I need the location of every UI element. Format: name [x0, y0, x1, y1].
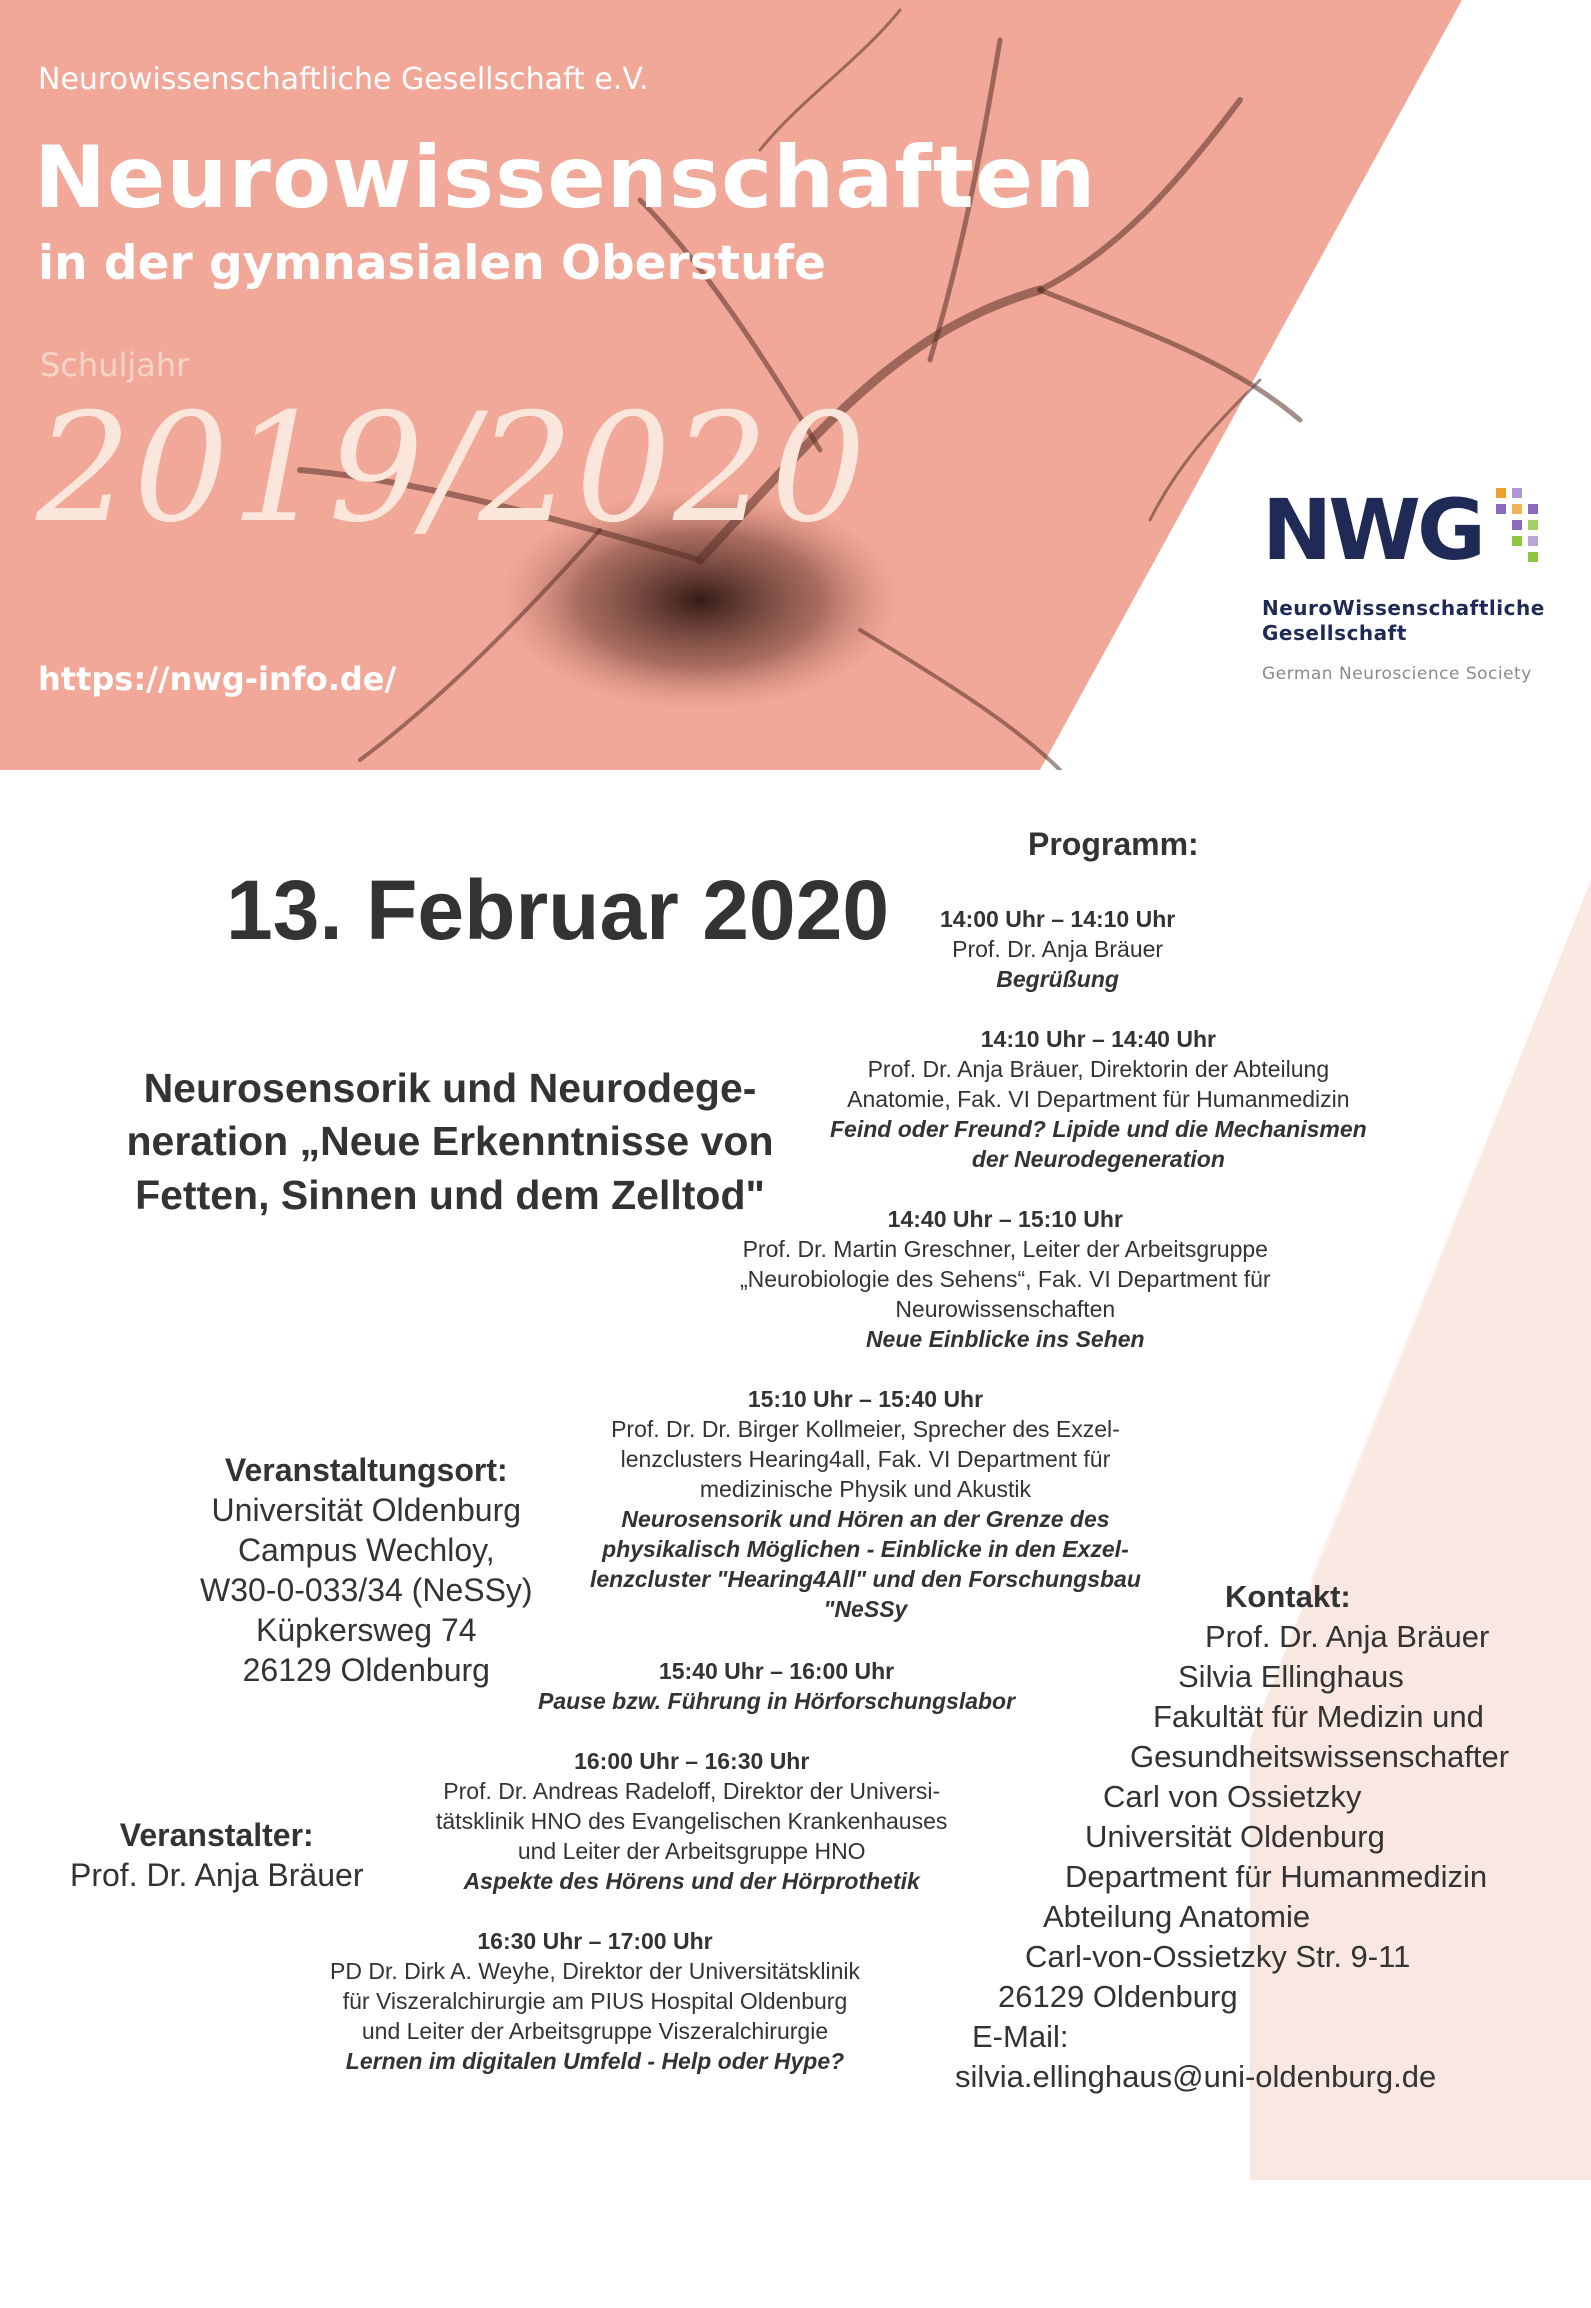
slot-time: 14:00 Uhr – 14:10 Uhr [940, 906, 1176, 932]
venue-line: Küpkersweg 74 [256, 1612, 477, 1648]
logo-dots-icon [1490, 486, 1550, 572]
organizer-name: Prof. Dr. Anja Bräuer [70, 1857, 364, 1893]
website-link[interactable]: https://nwg-info.de/ [38, 660, 397, 698]
logo-line-3: German Neuroscience Society [1262, 664, 1532, 684]
contact-line: Department für Humanmedizin [1065, 1859, 1488, 1894]
slot-speaker: Prof. Dr. Dr. Birger Kollmeier, Sprecher des Exzel- lenzclusters Hearing4all, Fak. VI Department für medizinische Physik und Akustik [611, 1416, 1120, 1502]
contact-line: Silvia Ellinghaus [1178, 1659, 1404, 1694]
contact-email[interactable]: silvia.ellinghaus@uni-oldenburg.de [955, 2059, 1437, 2094]
organizer-block [70, 1815, 363, 1895]
slot-topic: Pause bzw. Führung in Hörforschungslabor [538, 1688, 1016, 1714]
slot-topic: Begrüßung [996, 966, 1119, 992]
nwg-logo [1262, 481, 1562, 684]
slot-speaker: Prof. Dr. Andreas Radeloff, Direktor der Universi- tätsklinik HNO des Evangelischen Krankenhauses und Leiter der Arbeitsgruppe HNO [436, 1778, 948, 1864]
contact-line: 26129 Oldenburg [998, 1979, 1238, 2014]
logo-line-1: NeuroWissenschaftliche [1262, 596, 1545, 620]
slot-topic: Aspekte des Hörens und der Hörprothetik [463, 1868, 920, 1894]
event-title-text: Neurosensorik und Neurodege- neration „Neue Erkenntnisse von Fetten, Sinnen und dem Zelltod" [126, 1065, 774, 1218]
slot-topic: Feind oder Freund? Lipide und die Mechanismen der Neurodegeneration [830, 1116, 1367, 1172]
event-title [60, 1062, 840, 1222]
venue-block [200, 1450, 533, 1690]
contact-line: Prof. Dr. Anja Bräuer [1205, 1619, 1490, 1654]
slot-speaker: PD Dr. Dirk A. Weyhe, Direktor der Universitätsklinik für Viszeralchirurgie am PIUS Hospital Oldenburg und Leiter der Arbeitsgruppe Viszeralchirurgie [330, 1958, 860, 2044]
event-date: 13. Februar 2020 [226, 863, 890, 957]
venue-line: W30-0-033/34 (NeSSy) [200, 1572, 533, 1608]
society-name: Neurowissenschaftliche Gesellschaft e.V. [38, 62, 649, 97]
contact-line: Gesundheitswissenschafter [1130, 1739, 1510, 1774]
venue-heading: Veranstaltungsort: [224, 1452, 508, 1488]
program-slot [740, 1204, 1271, 1354]
contact-line: Carl-von-Ossietzky Str. 9-11 [1025, 1939, 1411, 1974]
slot-time: 15:10 Uhr – 15:40 Uhr [747, 1386, 984, 1412]
slot-topic: Lernen im digitalen Umfeld - Help oder Hype? [345, 2048, 845, 2074]
slot-time: 14:10 Uhr – 14:40 Uhr [980, 1026, 1216, 1052]
contact-line: Carl von Ossietzky [1103, 1779, 1362, 1814]
slot-time: 16:00 Uhr – 16:30 Uhr [574, 1748, 810, 1774]
logo-line-2: Gesellschaft [1262, 621, 1407, 645]
slot-time: 15:40 Uhr – 16:00 Uhr [658, 1658, 895, 1684]
slot-speaker: Prof. Dr. Martin Greschner, Leiter der Arbeitsgruppe „Neurobiologie des Sehens“, Fak. VI Department für Neurowissenschaften [740, 1236, 1271, 1322]
venue-line: Universität Oldenburg [211, 1492, 522, 1528]
program-slot [330, 1926, 860, 2076]
slot-topic: Neue Einblicke ins Sehen [865, 1326, 1145, 1352]
organizer-heading: Veranstalter: [119, 1817, 314, 1853]
slot-topic: Neurosensorik und Hören an der Grenze des physikalisch Möglichen - Einblicke in den Exzel- lenzcluster "Hearing4All" und den Forschungsbau "NeSSy [590, 1506, 1141, 1622]
poster-subtitle: in der gymnasialen Oberstufe [38, 236, 826, 291]
slot-time: 14:40 Uhr – 15:10 Uhr [887, 1206, 1123, 1232]
contact-heading: Kontakt: [1225, 1579, 1351, 1614]
school-year-label: Schuljahr [40, 346, 190, 384]
school-year: 2019/2020 [36, 382, 869, 556]
contact-block [955, 1577, 1510, 2097]
slot-time: 16:30 Uhr – 17:00 Uhr [477, 1928, 713, 1954]
contact-line: Universität Oldenburg [1085, 1819, 1385, 1854]
slot-speaker: Prof. Dr. Anja Bräuer [952, 936, 1164, 962]
contact-line: E-Mail: [972, 2019, 1069, 2054]
venue-line: 26129 Oldenburg [242, 1652, 490, 1688]
venue-line: Campus Wechloy, [237, 1532, 495, 1568]
program-slot [940, 904, 1175, 994]
program-slot [436, 1746, 947, 1896]
program-heading: Programm: [1028, 826, 1199, 862]
logo-mark: NWG [1262, 481, 1482, 579]
program-slot [830, 1024, 1367, 1174]
contact-line: Fakultät für Medizin und [1153, 1699, 1484, 1734]
contact-line: Abteilung Anatomie [1043, 1899, 1311, 1934]
program-slot [538, 1656, 1015, 1716]
slot-speaker: Prof. Dr. Anja Bräuer, Direktorin der Abteilung Anatomie, Fak. VI Department für Humanmedizin [847, 1056, 1350, 1112]
poster-title: Neurowissenschaften [34, 128, 1097, 228]
